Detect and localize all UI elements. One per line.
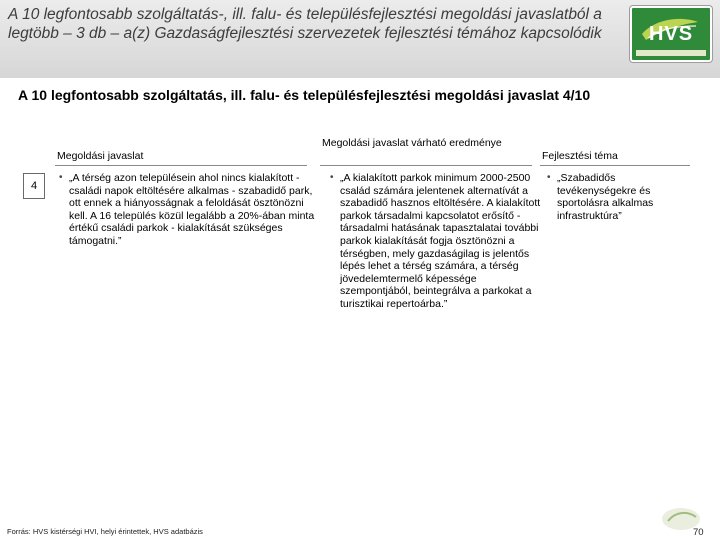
column-divider-result xyxy=(320,165,532,166)
bullet-icon: • xyxy=(59,172,63,183)
bullet-icon: • xyxy=(547,172,551,183)
bullet-icon: • xyxy=(330,172,334,183)
cell-topic-text: „Szabadidős tevékenységekre és sportolásra alkalmas infrastruktúra” xyxy=(557,172,654,222)
source-note: Forrás: HVS kistérségi HVI, helyi érintettek, HVS adatbázis xyxy=(7,527,203,536)
logo-bar xyxy=(636,50,706,56)
hvs-logo xyxy=(630,6,712,62)
cell-solution-text: „A térség azon településein ahol nincs kialakított - családi napok eltöltésére alkalmas - szabadidő park, ott ennek a hiányosságnak a feloldását ösztönözni kell. A 16 település közül legalább a 20%-ában minta értékű családi parkok - kialakítását szükséges támogatni.” xyxy=(69,172,315,247)
column-divider-solution xyxy=(55,165,307,166)
section-subtitle: A 10 legfontosabb szolgáltatás, ill. falu- és településfejlesztési megoldási javaslat 4/10 xyxy=(18,87,591,103)
cell-topic xyxy=(547,172,687,222)
column-header-topic: Fejlesztési téma xyxy=(542,150,618,162)
cell-result-text: „A kialakított parkok minimum 2000-2500 család számára jelentenek alternatívát a szabadidő hasznos eltöltésére. A kialakított parkok társadalmi kapcsolatot erősítő - társadalmi hatásának tapasztalatai további parkok kialakítását fogja ösztönözni a térségben, mely gazdaságilag is jelentős lépés lehet a térség számára, a térség jövedelemtermelő képessége szempontjából, beintegrálva a parkokat a turisztikai repertoárba.” xyxy=(340,172,541,310)
column-divider-topic xyxy=(540,165,690,166)
row-number: 4 xyxy=(23,173,45,199)
page-number: 70 xyxy=(693,527,704,538)
slide-header xyxy=(0,0,720,78)
cell-solution xyxy=(59,172,321,248)
cell-result xyxy=(330,172,542,311)
column-header-solution: Megoldási javaslat xyxy=(57,150,144,162)
column-header-result: Megoldási javaslat várható eredménye xyxy=(322,137,502,149)
logo-text: HVS xyxy=(648,23,694,45)
slide-title: A 10 legfontosabb szolgáltatás-, ill. falu- és településfejlesztési megoldási javaslatból a legtöbb – 3 db – a(z) Gazdaságfejlesztési szervezetek fejlesztési témához kapcsolódik xyxy=(8,6,602,42)
